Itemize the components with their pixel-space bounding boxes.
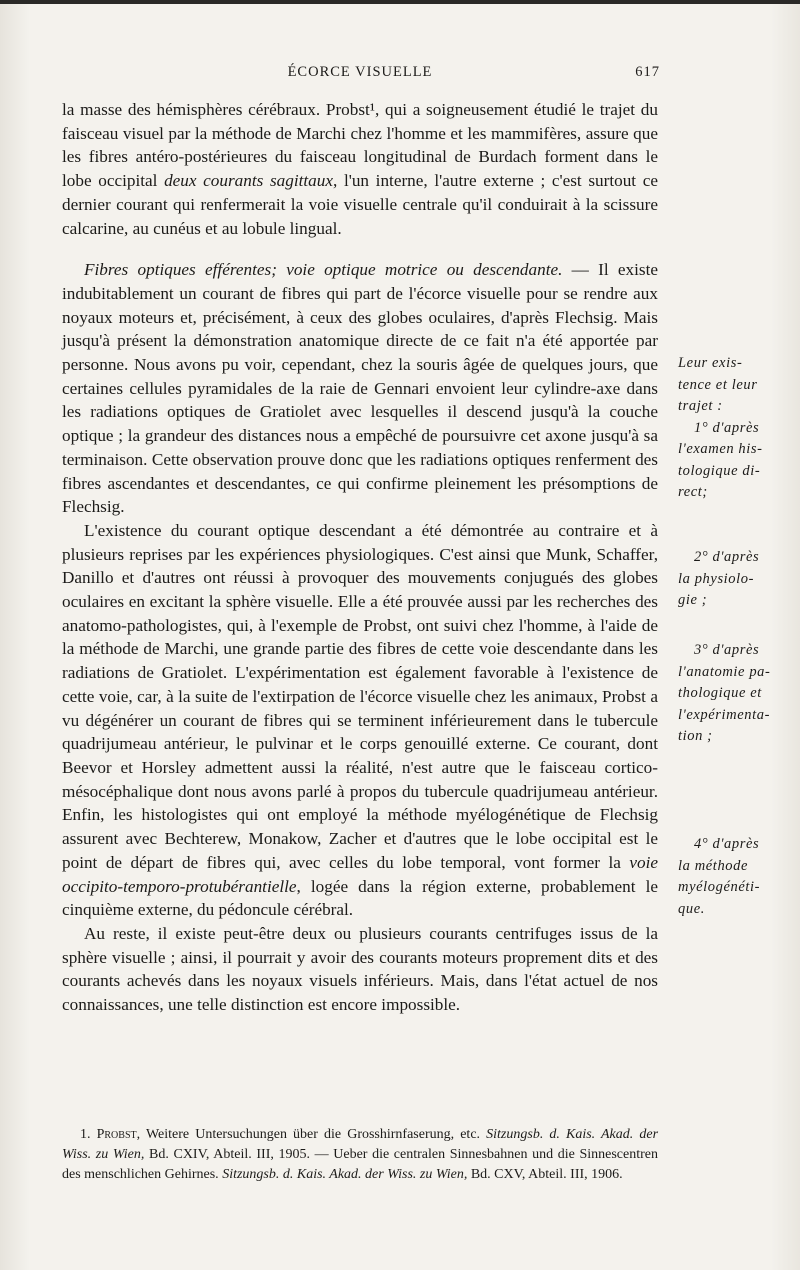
footnotes: [62, 1125, 658, 1185]
footnote-1: [62, 1125, 658, 1185]
footnote-ref-a: Bd. CXIV, Abteil. III, 1905. — Ueber die centralen Sinnesbahnen und die Sinnescentren des menschlichen Gehirnes.: [62, 1147, 659, 1182]
margin-note-line: myélogénéti-: [678, 879, 761, 895]
footnote-journal-a: Sitzungsb. d. Kais. Akad. der Wiss. zu Wien,: [62, 1127, 659, 1162]
paragraph-3-italic: voie occipito-temporo-protubérantielle: [62, 852, 658, 896]
margin-note-line: thologique et: [678, 685, 762, 701]
paragraph-3-text: L'existence du courant optique descendant a été démontrée au contraire et à plusieurs reprises par les expériences physiologiques. C'est ainsi que Munk, Schaffer, Danillo et d'autres ont réussi à provoquer des mouvements conjugués des globes oculaires en excitant la sphère visuelle. Elle a été prouvée aussi par les recherches des anatomo-pathologistes, qui, à l'exemple de Probst, ont suivi chez l'homme, à l'aide de la méthode de Marchi, une grande partie des fibres de cette voie descendante dans les radiations de Gratiolet. L'expérimentation est également favorable à l'existence de cette voie, car, à la suite de l'extirpation de l'écorce visuelle chez les animaux, Probst a vu dégénérer un courant de fibres qui se terminent inférieurement dans le tubercule quadrijumeau antérieur, le pulvinar et le corps genouillé externe. Ce courant, dont Beevor et Horsley admettent aussi la réalité, n'est autre que le faisceau cortico-mésocéphalique dont nous avons parlé à propos du tubercule quadrijumeau antérieur. Enfin, les histologistes qui ont employé la méthode myélogénétique de Flechsig assurent avec Bechterew, Monakow, Zacher et d'autres que le lobe occipital est le point de départ de fibres qui, avec celles du lobe temporal, vont former la: [62, 520, 658, 872]
scan-edge: [0, 0, 800, 4]
margin-note-line: l'anatomie pa-: [678, 663, 771, 680]
margin-note-line: que.: [678, 900, 705, 917]
running-title: ÉCORCE VISUELLE: [287, 64, 433, 80]
margin-note-line: 1° d'après: [694, 419, 760, 436]
paragraph-2-text: — Il existe indubitablement un courant de fibres qui part de l'écorce visuelle pour se rendre aux noyaux moteurs et, précisément, à ceux des globes oculaires, d'après Flechsig. Mais jusqu'à présent la démonstration anatomique directe de ce fait n'a été apportée par personne. Nous avons pu voir, cependant, chez la souris âgée de quelques jours, que certaines cellules pyramidales de la raie de Gennari envoient leur cylindre-axe dans les radiations optiques de Gratiolet avec lesquelles il descend jusqu'à la couche optique ; la grandeur des distances nous a empêché de poursuivre cet axone jusqu'à sa terminaison. Cette observation prouve donc que les radiations optiques renferment des fibres ascendantes et descendantes, ce qui confirme pleinement les présomptions de Flechsig.: [62, 260, 658, 517]
paragraph-4: Au reste, il existe peut-être deux ou plusieurs courants centrifuges issus de la sphère visuelle ; ainsi, il pourrait y avoir des courants moteurs proprement dits et des courants achevés dans les noyaux visuels inférieurs. Mais, dans l'état actuel de nos connaissances, une telle distinction est encore impossible.: [62, 923, 658, 1015]
footnote-ref-b: Bd. CXV, Abteil. III, 1906.: [470, 1167, 623, 1182]
margin-note-line: l'examen his-: [678, 441, 763, 457]
margin-note-line: rect;: [678, 484, 708, 500]
margin-note-line: Leur exis-: [678, 355, 743, 371]
paragraph-2: [62, 258, 658, 519]
margin-note-line: 3° d'après: [694, 642, 760, 658]
margin-note-line: la physiolo-: [678, 570, 755, 587]
footnote-text-a: , Weitere Untersuchungen über die Grosshirnfaserung, etc.: [136, 1127, 481, 1142]
paragraph-1: [62, 98, 658, 240]
margin-note-3: [678, 640, 786, 748]
footnote-number: 1.: [80, 1127, 91, 1142]
page-header: [60, 64, 660, 88]
paragraph-1-end: , l'un interne, l'autre externe ; c'est surtout ce dernier courant qui renfermerait la voie visuelle centrale qu'il conduirait à la scissure calcarine, au cunéus et au lobule lingual.: [62, 171, 658, 238]
paragraph-1-text: la masse des hémisphères cérébraux. Probst¹, qui a soigneusement étudié le trajet du faisceau visuel par la méthode de Marchi chez l'homme et les mammifères, assure que les fibres antéro-postérieures du faisceau longitudinal de Burdach forment dans le lobe occipital: [62, 100, 658, 191]
paragraph-1-italic: deux courants sagittaux: [164, 171, 334, 191]
margin-note-2: [678, 547, 786, 612]
margin-note-line: la méthode: [678, 857, 749, 874]
margin-note-line: tence et leur: [678, 376, 758, 393]
margin-note-line: l'expérimenta-: [678, 706, 771, 723]
paragraph-3: [62, 519, 658, 922]
footnote-author: Probst: [96, 1127, 137, 1142]
footnote-journal-b: Sitzungsb. d. Kais. Akad. der Wiss. zu Wien,: [222, 1167, 468, 1182]
paragraph-3-end: , logée dans la région externe, probablement le cinquième externe, du pédoncule cérébral.: [62, 876, 658, 920]
section-heading-italic: Fibres optiques efférentes; voie optique motrice ou descendante.: [84, 260, 563, 280]
margin-note-1: [678, 353, 786, 504]
main-text: [62, 98, 658, 1017]
margin-note-line: tion ;: [678, 728, 713, 744]
margin-note-line: gie ;: [678, 592, 708, 608]
margin-note-line: tologique di-: [678, 462, 761, 479]
page-number: 617: [635, 64, 660, 80]
margin-note-line: 2° d'après: [694, 549, 760, 565]
margin-note-line: 4° d'après: [694, 836, 760, 852]
margin-note-line: trajet :: [678, 398, 723, 414]
margin-note-4: [678, 834, 786, 920]
